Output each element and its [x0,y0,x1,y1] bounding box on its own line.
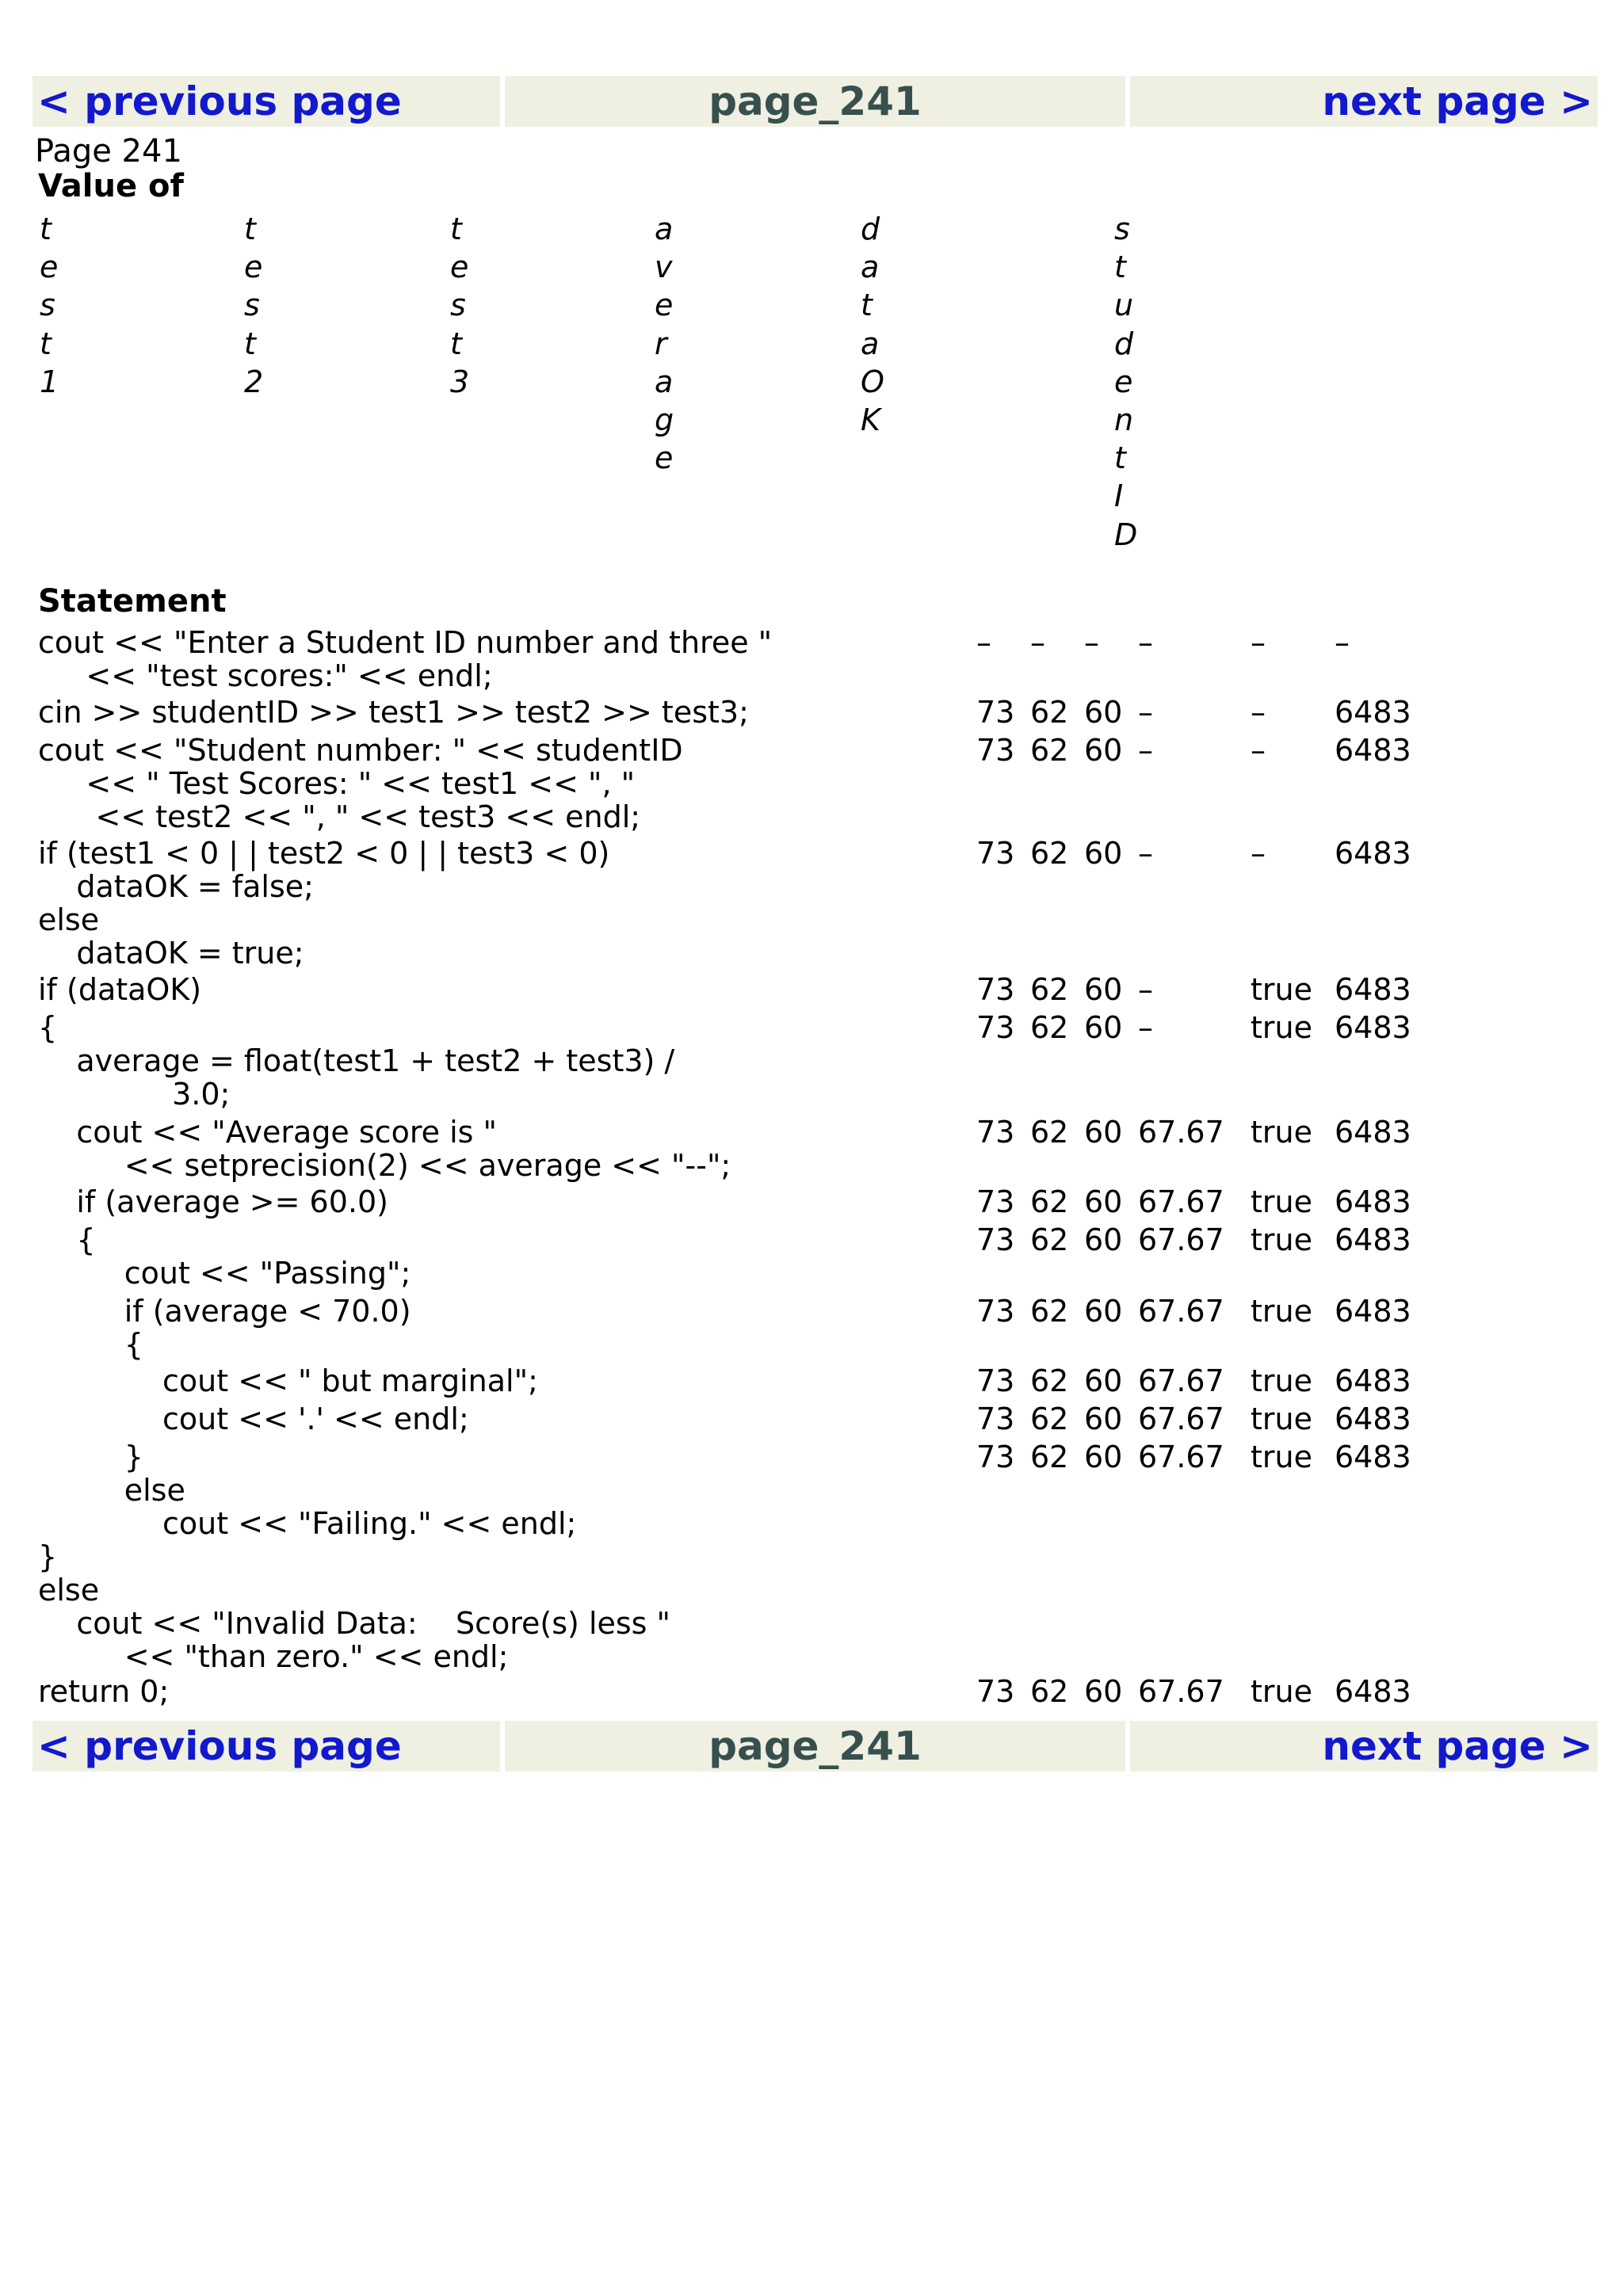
bottom-nav-bar [32,1721,1598,1772]
value-cell: true [1251,972,1312,1007]
statement-code [38,1675,169,1708]
statement-code [38,626,772,692]
bottom-prev-cell [32,1721,500,1772]
code-line: if (average < 70.0) [38,1294,411,1329]
value-cell: – [1251,733,1266,768]
code-line: else [38,902,100,937]
value-cell: – [1251,695,1266,730]
value-cell: 73 [976,1184,1015,1219]
code-line: else [38,1473,185,1508]
value-cell: 73 [976,1294,1015,1329]
header-letter: u [1114,288,1134,323]
value-cell: 62 [1030,695,1069,730]
value-cell: 60 [1084,1222,1123,1257]
value-cell: 6483 [1335,733,1411,768]
value-cell: – [1138,625,1153,660]
statement-code [38,734,683,833]
value-cell: 60 [1084,1674,1123,1709]
code-line: } [38,1539,58,1574]
value-cell: 67.67 [1138,1115,1224,1150]
bottom-page-cell [505,1721,1125,1772]
previous-page-link-bottom[interactable]: < previous page [37,1723,402,1769]
header-letter: d [1114,326,1134,361]
statement-code [38,1116,731,1182]
code-line: if (dataOK) [38,972,202,1007]
code-line: cout << " but marginal"; [38,1363,538,1398]
header-letter: t [1114,441,1126,476]
value-cell: 73 [976,1010,1015,1045]
header-letter: t [1114,250,1126,285]
value-cell: – [1335,625,1350,660]
value-cell: 6483 [1335,1402,1411,1436]
code-line: << setprecision(2) << average << "--"; [38,1148,731,1183]
statement-code [38,1440,670,1673]
next-page-link-bottom[interactable]: next page > [1322,1723,1593,1769]
header-letter: d [861,212,880,246]
value-cell: 62 [1030,733,1069,768]
value-cell: 62 [1030,1294,1069,1329]
header-letter: a [861,326,880,361]
header-letter: t [450,212,462,246]
header-letter: e [450,250,469,285]
statement-code [38,1185,388,1219]
code-line: cout << "Student number: " << studentID [38,733,683,768]
value-cell: 60 [1084,1363,1123,1398]
value-cell: 60 [1084,733,1123,768]
value-cell: 60 [1084,1115,1123,1150]
header-letter: t [40,212,52,246]
code-line: if (average >= 60.0) [38,1184,388,1219]
value-cell: 6483 [1335,1010,1411,1045]
header-letter: s [40,288,55,323]
header-test2 [244,210,263,401]
value-cell: 62 [1030,1115,1069,1150]
code-line: << "than zero." << endl; [38,1639,509,1674]
code-line: { [38,1010,58,1045]
header-letter: a [655,212,674,246]
header-letter: s [1114,212,1130,246]
code-line: cout << "Enter a Student ID number and three " [38,625,773,660]
value-cell: 6483 [1335,1674,1411,1709]
value-cell: 73 [976,1363,1015,1398]
header-letter: O [861,364,884,399]
code-line: } [38,1440,143,1474]
value-of-heading: Value of [38,168,184,204]
value-cell: 60 [1084,1402,1123,1436]
header-dataok [861,210,884,439]
value-cell: – [1030,625,1045,660]
value-cell: 73 [976,733,1015,768]
value-cell: 73 [976,1674,1015,1709]
header-letter: r [655,326,667,361]
value-cell: 60 [1084,695,1123,730]
value-cell: 73 [976,1115,1015,1150]
value-cell: 67.67 [1138,1184,1224,1219]
value-cell: 60 [1084,1440,1123,1474]
value-cell: 6483 [1335,836,1411,871]
value-cell: 73 [976,1440,1015,1474]
header-letter: e [40,250,59,285]
header-letter: t [861,288,873,323]
value-cell: true [1251,1184,1312,1219]
header-letter: I [1114,479,1124,514]
code-line: << " Test Scores: " << test1 << ", " [38,766,636,801]
bottom-next-cell [1130,1721,1598,1772]
value-cell: 60 [1084,1184,1123,1219]
value-cell: true [1251,1115,1312,1150]
header-test3 [450,210,469,401]
statement-code [38,1295,411,1361]
value-cell: 6483 [1335,1363,1411,1398]
value-cell: 67.67 [1138,1294,1224,1329]
code-line: { [38,1222,96,1257]
value-cell: 73 [976,972,1015,1007]
statement-code [38,837,609,970]
value-cell: true [1251,1402,1312,1436]
code-line: cin >> studentID >> test1 >> test2 >> test3; [38,695,749,730]
value-cell: 62 [1030,1184,1069,1219]
value-cell: 6483 [1335,1184,1411,1219]
value-cell: 60 [1084,1294,1123,1329]
value-cell: 73 [976,1402,1015,1436]
header-letter: D [1114,517,1138,552]
value-cell: – [1138,695,1153,730]
header-letter: e [655,441,674,476]
value-cell: true [1251,1674,1312,1709]
value-cell: 62 [1030,972,1069,1007]
value-cell: 62 [1030,1440,1069,1474]
value-cell: 73 [976,1222,1015,1257]
value-cell: 62 [1030,1222,1069,1257]
header-letter: s [450,288,466,323]
header-letter: a [655,364,674,399]
code-line: dataOK = false; [38,869,314,904]
header-letter: K [861,402,880,438]
code-line: cout << "Average score is " [38,1115,497,1150]
value-cell: – [1138,972,1153,1007]
value-cell: – [1138,1010,1153,1045]
value-cell: 67.67 [1138,1363,1224,1398]
header-letter: e [1114,364,1133,399]
code-line: return 0; [38,1674,170,1709]
value-cell: – [1138,733,1153,768]
value-cell: true [1251,1010,1312,1045]
value-cell: 6483 [1335,972,1411,1007]
value-cell: 67.67 [1138,1222,1224,1257]
header-letter: t [450,326,462,361]
page-id-label: page_241 [708,78,922,124]
header-letter: e [655,288,674,323]
value-cell: true [1251,1363,1312,1398]
header-letter: t [40,326,52,361]
code-line: dataOK = true; [38,936,304,971]
value-cell: true [1251,1294,1312,1329]
value-cell: true [1251,1440,1312,1474]
value-cell: true [1251,1222,1312,1257]
value-cell: 60 [1084,836,1123,871]
value-cell: 6483 [1335,1440,1411,1474]
header-average [655,210,674,477]
value-cell: 62 [1030,1674,1069,1709]
statement-code [38,973,201,1006]
value-cell: – [1138,836,1153,871]
value-cell: 73 [976,836,1015,871]
statement-code [38,1223,411,1290]
code-line: cout << "Passing"; [38,1256,411,1291]
page-number: Page 241 [35,133,182,170]
header-letter: a [861,250,880,285]
value-cell: 6483 [1335,1115,1411,1150]
value-cell: – [976,625,991,660]
value-cell: 62 [1030,1363,1069,1398]
page-id-label-bottom: page_241 [708,1723,922,1769]
statement-heading: Statement [38,583,227,620]
code-line: cout << "Failing." << endl; [38,1506,577,1541]
code-line: { [38,1327,143,1362]
top-page-cell [505,76,1125,127]
value-cell: 73 [976,695,1015,730]
next-page-link[interactable]: next page > [1322,78,1593,124]
value-cell: 6483 [1335,695,1411,730]
statement-code [38,1364,538,1398]
code-line: average = float(test1 + test2 + test3) / [38,1043,675,1078]
code-line: 3.0; [38,1077,231,1112]
header-letter: t [244,326,256,361]
top-nav-bar [32,76,1598,127]
code-line: << test2 << ", " << test3 << endl; [38,799,641,834]
value-cell: – [1251,836,1266,871]
header-letter: 1 [40,364,59,399]
statement-code [38,696,749,729]
top-next-cell [1130,76,1598,127]
value-cell: – [1251,625,1266,660]
code-line: cout << "Invalid Data: Score(s) less " [38,1606,671,1641]
header-letter: 2 [244,364,264,399]
value-cell: 62 [1030,1402,1069,1436]
code-line: else [38,1573,100,1608]
code-line: if (test1 < 0 | | test2 < 0 | | test3 < 0) [38,836,610,871]
value-cell: – [1084,625,1099,660]
value-cell: 60 [1084,1010,1123,1045]
code-line: << "test scores:" << endl; [38,658,493,693]
header-letter: e [244,250,263,285]
value-cell: 60 [1084,972,1123,1007]
header-letter: n [1114,402,1134,438]
value-cell: 62 [1030,1010,1069,1045]
header-letter: t [244,212,256,246]
header-test1 [40,210,59,401]
value-cell: 67.67 [1138,1402,1224,1436]
top-prev-cell [32,76,500,127]
value-cell: 6483 [1335,1294,1411,1329]
header-letter: 3 [450,364,470,399]
value-cell: 67.67 [1138,1440,1224,1474]
statement-code [38,1402,469,1436]
header-letter: v [655,250,673,285]
code-line: cout << '.' << endl; [38,1402,469,1436]
statement-code [38,1011,674,1111]
value-cell: 62 [1030,836,1069,871]
header-letter: s [244,288,260,323]
value-cell: 6483 [1335,1222,1411,1257]
header-letter: g [655,402,674,438]
value-cell: 67.67 [1138,1674,1224,1709]
header-studentid [1114,210,1137,554]
previous-page-link[interactable]: < previous page [37,78,402,124]
